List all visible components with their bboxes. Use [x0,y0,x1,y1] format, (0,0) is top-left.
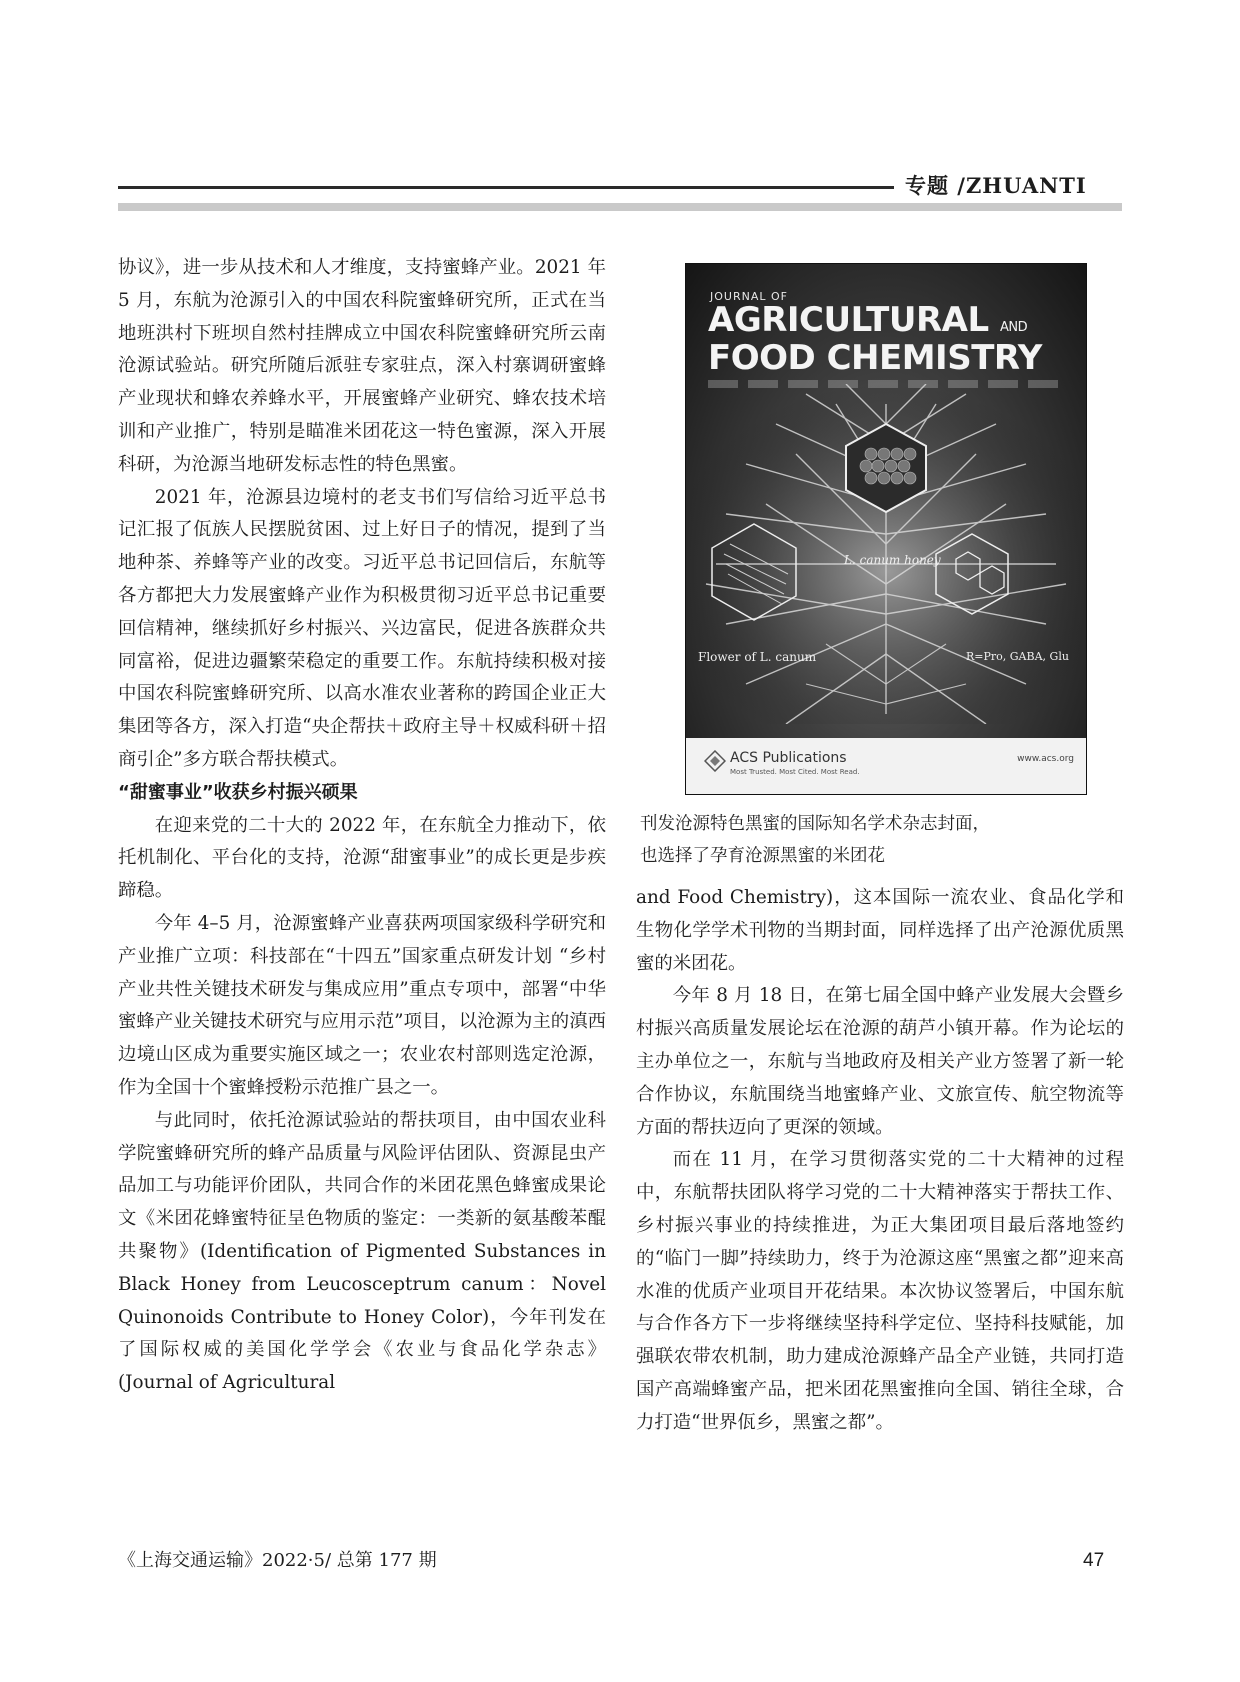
cover-url: www.acs.org [1017,754,1074,764]
cover-title-and: AND [999,320,1028,335]
journal-cover-image [685,263,1087,795]
cover-journal-of: JOURNAL OF [710,290,788,303]
caption-line-1: 刊发沧源特色黑蜜的国际知名学术杂志封面， [640,814,990,834]
left-paragraph-3: 在迎来党的二十大的 2022 年，在东航全力推动下，依托机制化、平台化的支持，沧源“甜蜜事业”的成长更是步疾蹄稳。 [118,814,606,902]
acs-logo-icon [704,750,726,772]
right-paragraph-2: 今年 8 月 18 日，在第七届全国中蜂产业发展大会暨乡村振兴高质量发展论坛在沧源的葫芦小镇开幕。作为论坛的主办单位之一，东航与当地政府及相关产业方签署了新一轮合作协议，东航围绕当地蜜蜂产业、文旅宣传、航空物流等方面的帮扶迈向了更深的领域。 [636,985,1124,1138]
cover-publisher: ACS Publications [730,750,847,766]
publication-footer: 《上海交通运输》2022·5/ 总第 177 期 [118,1550,437,1571]
section-subheading: “甜蜜事业”收获乡村振兴硕果 [118,781,358,803]
left-column [118,252,606,1400]
section-header: 专题 /ZHUANTI [905,173,1087,198]
cover-label-flower: Flower of L. canum [698,650,817,664]
caption-line-2: 也选择了孕育沧源黑蜜的米团花 [640,846,885,866]
cover-label-formula: R=Pro, GABA, Glu [966,650,1069,663]
header-band [118,203,1122,211]
cover-title-line1 [708,300,1027,340]
page-number: 47 [1083,1550,1105,1571]
cover-title-line2: FOOD CHEMISTRY [708,338,1042,378]
right-column [636,882,1124,1440]
header-rule [118,186,894,189]
right-paragraph-1: and Food Chemistry)，这本国际一流农业、食品化学和生物化学学术刊物的当期封面，同样选择了出产沧源优质黑蜜的米团花。 [636,887,1124,974]
left-paragraph-2: 2021 年，沧源县边境村的老支书们写信给习近平总书记汇报了佤族人民摆脱贫困、过上好日子的情况，提到了当地种茶、养蜂等产业的改变。习近平总书记回信后，东航等各方都把大力发展蜜蜂产业作为积极贯彻习近平总书记重要回信精神，继续抓好乡村振兴、兴边富民，促进各族群众共同富裕，促进边疆繁荣稳定的重要工作。东航持续积极对接中国农科院蜜蜂研究所、以高水准农业著称的跨国企业正大集团等各方，深入打造“央企帮扶＋政府主导＋权威科研＋招商引企”多方联合帮扶模式。 [118,486,606,770]
cover-publisher-tagline: Most Trusted. Most Cited. Most Read. [730,768,860,776]
left-paragraph-1: 协议》，进一步从技术和人才维度，支持蜜蜂产业。2021 年 5 月，东航为沧源引入的中国农科院蜜蜂研究所，正式在当地班洪村下班坝自然村挂牌成立中国农科院蜜蜂研究所云南沧源试验站。研究所随后派驻专家驻点，深入村寨调研蜜蜂产业现状和蜂农养蜂水平，开展蜜蜂产业研究、蜂农技术培训和产业推广，特别是瞄准米团花这一特色蜜源，深入开展科研，为沧源当地研发标志性的特色黑蜜。 [118,257,606,475]
left-paragraph-4: 今年 4–5 月，沧源蜜蜂产业喜获两项国家级科学研究和产业推广立项：科技部在“十四五”国家重点研发计划 “乡村产业共性关键技术研发与集成应用”重点专项中，部署“中华蜜蜂产业关键技术研究与应用示范”项目，以沧源为主的滇西边境山区成为重要实施区域之一；农业农村部则选定沧源，作为全国十个蜜蜂授粉示范推广县之一。 [118,912,606,1098]
left-paragraph-5: 与此同时，依托沧源试验站的帮扶项目，由中国农业科学院蜜蜂研究所的蜂产品质量与风险评估团队、资源昆虫产品加工与功能评价团队，共同合作的米团花黑色蜂蜜成果论文《米团花蜂蜜特征呈色物质的鉴定：一类新的氨基酸苯醌共聚物》(Identification of Pigmented Substances in Black Honey from Leucosceptrum canum：Novel Quinonoids Contribute to Honey Color)，今年刊发在了国际权威的美国化学学会《农业与食品化学杂志》(Journal of Agricultural [118,1109,606,1394]
figure-caption [640,808,1120,872]
cover-footer [686,738,1087,794]
right-paragraph-3: 而在 11 月，在学习贯彻落实党的二十大精神的过程中，东航帮扶团队将学习党的二十大精神落实于帮扶工作、乡村振兴事业的持续推进，为正大集团项目最后落地签约的“临门一脚”持续助力，终于为沧源这座“黑蜜之都”迎来高水准的优质产业项目开花结果。本次协议签署后，中国东航与合作各方下一步将继续坚持科学定位、坚持科技赋能，加强联农带农机制，助力建成沧源蜂产品全产业链，共同打造国产高端蜂蜜产品，把米团花黑蜜推向全国、销往全球，合力打造“世界佤乡，黑蜜之都”。 [636,1149,1124,1433]
cover-label-honey: L. canum honey [844,553,941,567]
cover-title-agricultural: AGRICULTURAL [708,300,989,340]
